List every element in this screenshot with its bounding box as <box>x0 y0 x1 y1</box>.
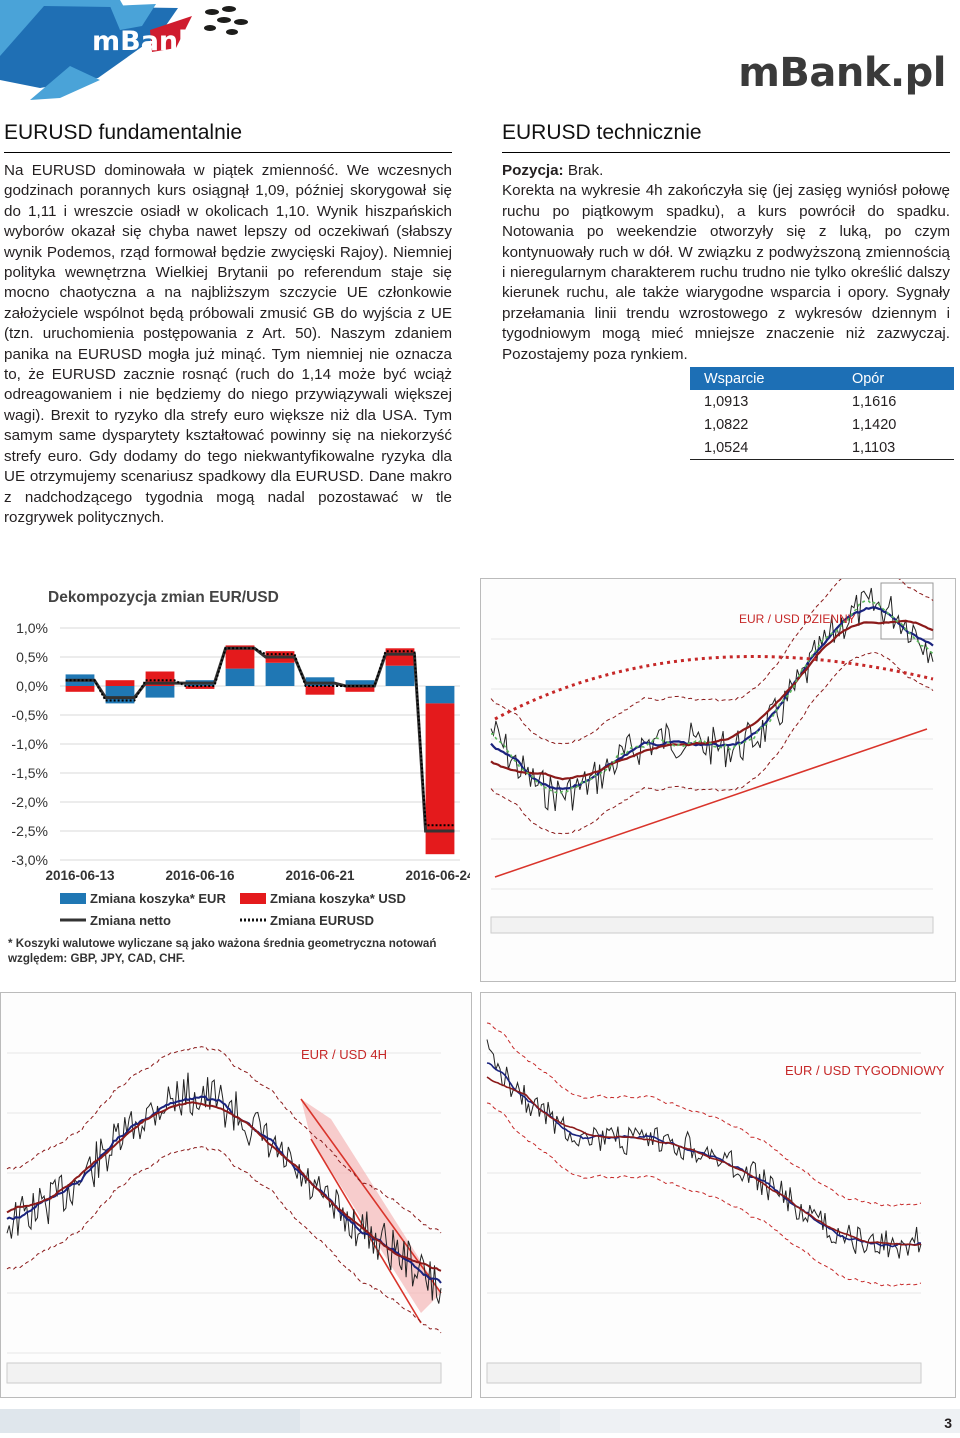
h4-chart-label: EUR / USD 4H <box>301 1047 387 1062</box>
levels-table <box>690 367 954 460</box>
y-tick-label: -1,0% <box>11 736 48 752</box>
y-tick-label: -3,0% <box>11 852 48 868</box>
x-tick-label: 2016-06-16 <box>165 868 235 883</box>
resistance-value: 1,1420 <box>851 416 897 433</box>
y-tick-label: -2,5% <box>11 823 48 839</box>
left-paragraph: Na EURUSD dominowała w piątek zmienność. We wczesnych godzinach porannych kurs osiągnął 1,09, później skorygował się do 1,11 i wreszcie osiadł w okolicach 1,10. Wynik hiszpańskich wyborów okazał się chyba nawet lepszy od oczekiwań (słabszy wynik Podemos, rząd formował będzie zwycięski Rajoy). Niemniej polityka wewnętrzna Wielkiej Brytanii po referendum staje się mocno chaotyczna a na najbliższym szczycie UE członkowie założyciele wspólnot będą próbowali zmusić GB do wyjścia z UE (tzn. uruchomienia postępowania z Art. 50). Naszym zdaniem panika na EURUSD mogła już minąć. Tym niemniej nie oznacza to, że EURUSD zacznie rosnąć (ruch do 1,14 może być wciąż odreagowaniem i nie będziemy do niego przywiązywali większej wagi). Brexit to ryzyko dla strefy euro większe niż dla USA. Tym samym same dysparytety kształtować powinny się na niekorzyść strefy euro. Gdy dodamy do tego niekwantyfikowalne ryzyka dla UE otrzymujemy scenariusz spadkowy dla EURUSD. Dane makro z nadchodzącego tygodnia mogą nadal pozostawać w tle rozgrywek politycznych. <box>4 162 452 526</box>
bar-eur <box>386 666 415 686</box>
weekly-chart-svg <box>481 993 955 1397</box>
decomposition-chart <box>0 578 470 973</box>
legend-usd: Zmiana koszyka* USD <box>270 891 406 906</box>
legend-eurusd: Zmiana EURUSD <box>270 913 375 928</box>
bar-eur <box>146 686 175 698</box>
bar-usd <box>66 686 95 692</box>
header-resistance: Opór <box>838 367 954 390</box>
x-tick-label: 2016-06-13 <box>45 868 115 883</box>
decomp-title: Dekompozycja zmian EUR/USD <box>48 589 279 606</box>
table-row <box>690 413 954 436</box>
table-row <box>690 390 954 413</box>
legend-eur-swatch <box>60 893 86 904</box>
resistance-value: 1,1103 <box>838 436 954 460</box>
right-paragraph: Korekta na wykresie 4h zakończyła się (jej zasięg wyniósł połowę ruchu po piątkowym spadku), a kurs powrócił do spadku. Notowania po weekendzie otworzyły się z luką, po czym kontynuowały ruch w dół. W związku z podwyższoną zmiennością i nieregularnym charakterem ruchu trudno nie tylko określić dalszy kierunek ruchu, ale także wiarygodne wsparcia i opory. Sygnały przełamania linii trendu wzrostowego z wykresów dziennym i tygodniowym mogą mieć mniejsze znaczenie niż zazwyczaj. Pozostajemy poza rynkiem. <box>502 182 950 363</box>
daily-chart-svg <box>481 579 955 981</box>
page-number: 3 <box>944 1415 952 1431</box>
y-tick-label: -1,5% <box>11 765 48 781</box>
y-tick-label: -2,0% <box>11 794 48 810</box>
legend-net: Zmiana netto <box>90 913 171 928</box>
left-title-rule <box>4 152 452 153</box>
logo-wordmark: mBank <box>92 26 197 57</box>
daily-chart-label: EUR / USD DZIENNY <box>739 612 856 626</box>
support-value: 1,0913 <box>704 393 749 410</box>
mbank-logo <box>0 0 260 112</box>
right-section-title: EURUSD technicznie <box>502 121 702 144</box>
y-tick-label: -0,5% <box>11 707 48 723</box>
header-support: Wsparcie <box>690 367 838 390</box>
h4-chart-svg <box>1 993 471 1397</box>
weekly-chart-label: EUR / USD TYGODNIOWY <box>785 1063 945 1078</box>
left-section <box>4 121 452 528</box>
bar-eur <box>226 669 255 686</box>
daily-chart <box>480 578 956 982</box>
support-value: 1,0524 <box>690 436 838 460</box>
resistance-value: 1,1616 <box>851 393 897 410</box>
decomp-footnote: * Koszyki walutowe wyliczane są jako ważona średnia geometryczna notowań względem: GBP, JPY, CAD, CHF. <box>8 937 437 965</box>
legend-usd-swatch <box>240 893 266 904</box>
y-tick-label: 0,5% <box>16 649 48 665</box>
legend-eur: Zmiana koszyka* EUR <box>90 891 226 906</box>
site-label: mBank.pl <box>738 50 946 96</box>
x-tick-label: 2016-06-24 <box>405 868 470 883</box>
bar-eur <box>266 663 295 686</box>
table-row <box>690 436 954 460</box>
levels-table-wrap <box>690 367 954 460</box>
bar-usd <box>306 686 335 695</box>
right-title-rule <box>502 152 950 153</box>
position-label: Pozycja: <box>502 162 564 179</box>
position-value: Brak. <box>567 162 604 179</box>
weekly-chart <box>480 992 956 1398</box>
y-tick-label: 1,0% <box>16 620 48 636</box>
right-section <box>502 121 950 365</box>
bar-usd <box>106 680 135 686</box>
bar-eur <box>426 686 455 703</box>
y-tick-label: 0,0% <box>16 678 48 694</box>
footer-band <box>0 1405 960 1433</box>
decomposition-chart-svg <box>0 578 470 973</box>
decomp-legend <box>60 891 406 928</box>
h4-chart <box>0 992 472 1398</box>
x-tick-label: 2016-06-21 <box>285 868 355 883</box>
footer-pattern-icon <box>0 1405 960 1433</box>
support-value: 1,0822 <box>704 416 749 433</box>
left-section-title: EURUSD fundamentalnie <box>4 121 243 144</box>
